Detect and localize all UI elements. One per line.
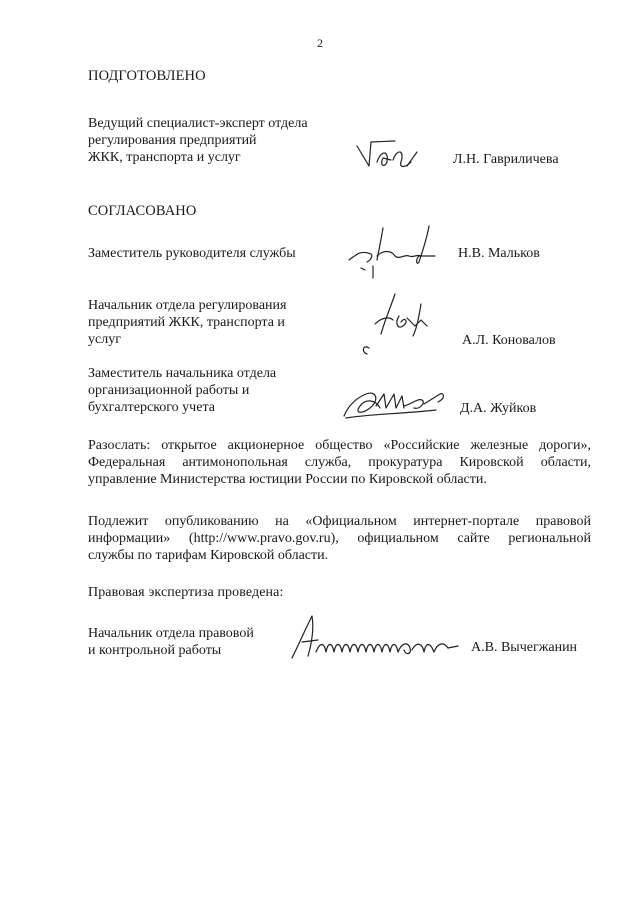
- publication-line: информации» (http://www.pravo.gov.ru), официальном сайте региональной: [88, 531, 591, 546]
- signature-malkov: [343, 220, 443, 290]
- distribution-line: Федеральная антимонопольная служба, прокуратура Кировской области,: [88, 455, 591, 470]
- prepared-position-line: регулирования предприятий: [88, 133, 257, 148]
- agreed-position-line: организационной работы и: [88, 383, 250, 398]
- agreed-position-1: [88, 245, 296, 262]
- agreed-position-line: бухгалтерского учета: [88, 400, 215, 415]
- agreed-position-line: Заместитель начальника отдела: [88, 366, 277, 381]
- signature-gavrilicheva: [355, 138, 435, 178]
- signature-zhuykov: [340, 384, 460, 424]
- agreed-name-3: Д.А. Жуйков: [460, 401, 537, 416]
- agreed-heading: СОГЛАСОВАНО: [88, 203, 197, 219]
- agreed-name-2: А.Л. Коновалов: [462, 333, 556, 348]
- legal-review-name: А.В. Вычегжанин: [471, 640, 578, 655]
- agreed-position-2: [88, 297, 286, 348]
- prepared-heading: ПОДГОТОВЛЕНО: [88, 68, 206, 84]
- signature-konovalov: [355, 292, 445, 362]
- legal-review-position: [88, 625, 254, 659]
- publication-line: службы по тарифам Кировской области.: [88, 548, 329, 563]
- prepared-position-line: ЖКК, транспорта и услуг: [88, 150, 241, 165]
- publication-line: Подлежит опубликованию на «Официальном интернет-портале правовой: [88, 514, 591, 529]
- agreed-position-line: Начальник отдела регулирования: [88, 298, 287, 313]
- agreed-name-1: Н.В. Мальков: [458, 246, 540, 261]
- page-number: 2: [317, 36, 323, 50]
- legal-review-heading: Правовая экспертиза проведена:: [88, 585, 284, 600]
- distribution-line: управление Министерства юстиции России по Кировской области.: [88, 472, 487, 487]
- agreed-position-3: [88, 365, 276, 416]
- prepared-position-line: Ведущий специалист-эксперт отдела: [88, 116, 308, 131]
- publication-paragraph: [88, 513, 591, 564]
- prepared-name: Л.Н. Гавриличева: [453, 152, 559, 167]
- distribution-line: Разослать: открытое акционерное общество «Российские железные дороги»,: [88, 438, 591, 453]
- signature-vychegzhanin: [288, 612, 468, 662]
- prepared-position: [88, 115, 308, 166]
- distribution-paragraph: [88, 437, 591, 488]
- agreed-position-line: Заместитель руководителя службы: [88, 246, 296, 261]
- legal-review-position-line: Начальник отдела правовой: [88, 626, 254, 641]
- agreed-position-line: услуг: [88, 332, 121, 347]
- legal-review-position-line: и контрольной работы: [88, 643, 222, 658]
- agreed-position-line: предприятий ЖКК, транспорта и: [88, 315, 285, 330]
